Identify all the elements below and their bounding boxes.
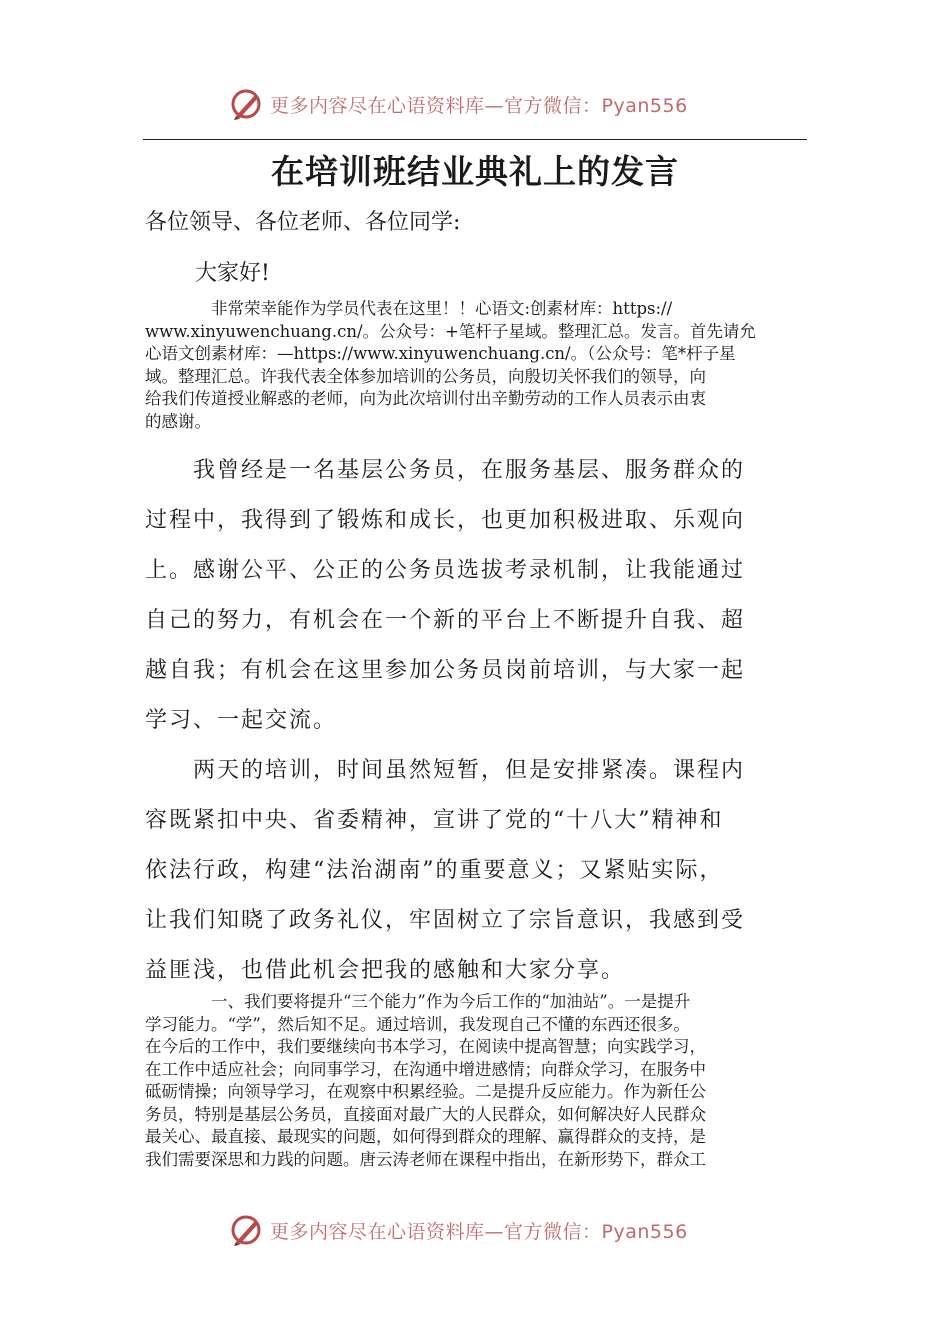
- text-line: 容既紧扣中央、省委精神，宣讲了党的“十八大”精神和: [145, 808, 724, 833]
- text-line: 上。感谢公平、公正的公务员选拔考录机制，让我能通过: [145, 558, 746, 583]
- text-line: www.xinyuwenchuang.cn/。公众号：+笔杆子星域。整理汇总。发言。首先请允: [145, 321, 756, 341]
- text-line: 最关心、最直接、最现实的问题，如何得到群众的理解、赢得群众的支持，是: [145, 1127, 706, 1146]
- text-line: 自己的努力，有机会在一个新的平台上不断提升自我、超: [145, 608, 746, 633]
- text-line: 一、我们要将提升“三个能力”作为今后工作的“加油站”。一是提升: [145, 992, 691, 1011]
- text-line: 域。整理汇总。许我代表全体参加培训的公务员，向殷切关怀我们的领导，向: [145, 366, 706, 386]
- pen-logo-icon: [228, 86, 264, 122]
- page-title: 在培训班结业典礼上的发言: [271, 152, 679, 191]
- header-banner-text: 更多内容尽在心语资料库—官方微信：Pyan556: [270, 94, 688, 117]
- text-line: 益匪浅，也借此机会把我的感触和大家分享。: [145, 958, 626, 983]
- text-line: 非常荣幸能作为学员代表在这里！！心语文:创素材库：https://: [145, 299, 673, 318]
- header-banner: [0, 84, 950, 124]
- text-line: 我曾经是一名基层公务员，在服务基层、服务群众的: [145, 458, 746, 483]
- paragraph-training: [145, 746, 809, 996]
- text-line: 过程中，我得到了锻炼和成长，也更加积极进取、乐观向: [145, 508, 746, 533]
- text-line: 给我们传道授业解惑的老师，向为此次培训付出辛勤劳动的工作人员表示由衷: [145, 389, 706, 408]
- text-line: 在今后的工作中，我们要继续向书本学习，在阅读中提高智慧；向实践学习，: [145, 1037, 706, 1056]
- text-line: 依法行政，构建“法治湖南”的重要意义；又紧贴实际，: [145, 858, 724, 883]
- text-line: 学习能力。“学”，然后知不足。通过培训，我发现自己不懂的东西还很多。: [145, 1014, 690, 1034]
- paragraph-three-abilities: [145, 991, 809, 1171]
- text-line: 心语文创素材库：—https://www.xinyuwenchuang.cn/。（公众号：笔*杆子星: [145, 344, 736, 363]
- text-line: 砥砺情操；向领导学习，在观察中积累经验。二是提升反应能力。作为新任公: [145, 1082, 706, 1101]
- text-line: 让我们知晓了政务礼仪，牢固树立了宗旨意识，我感到受: [145, 908, 746, 933]
- footer-banner-text: 更多内容尽在心语资料库—官方微信：Pyan556: [270, 1220, 688, 1243]
- paragraph-background: [145, 446, 809, 746]
- footer-banner: [0, 1210, 950, 1250]
- text-line: 越自我；有机会在这里参加公务员岗前培训，与大家一起: [145, 658, 746, 683]
- title-divider: [143, 139, 807, 140]
- pen-logo-icon: [228, 1212, 264, 1248]
- text-line: 两天的培训，时间虽然短暂，但是安排紧凑。课程内: [145, 758, 746, 783]
- greeting: 大家好!: [195, 261, 270, 286]
- paragraph-intro: [145, 298, 809, 433]
- text-line: 务员，特别是基层公务员，直接面对最广大的人民群众，如何解决好人民群众: [145, 1104, 706, 1124]
- text-line: 学习、一起交流。: [145, 708, 338, 733]
- text-line: 在工作中适应社会；向同事学习，在沟通中增进感情；向群众学习，在服务中: [145, 1059, 706, 1079]
- salutation: 各位领导、各位老师、各位同学:: [145, 210, 461, 235]
- text-line: 我们需要深思和力践的问题。唐云涛老师在课程中指出，在新形势下，群众工: [145, 1149, 706, 1169]
- text-line: 的感谢。: [145, 411, 211, 431]
